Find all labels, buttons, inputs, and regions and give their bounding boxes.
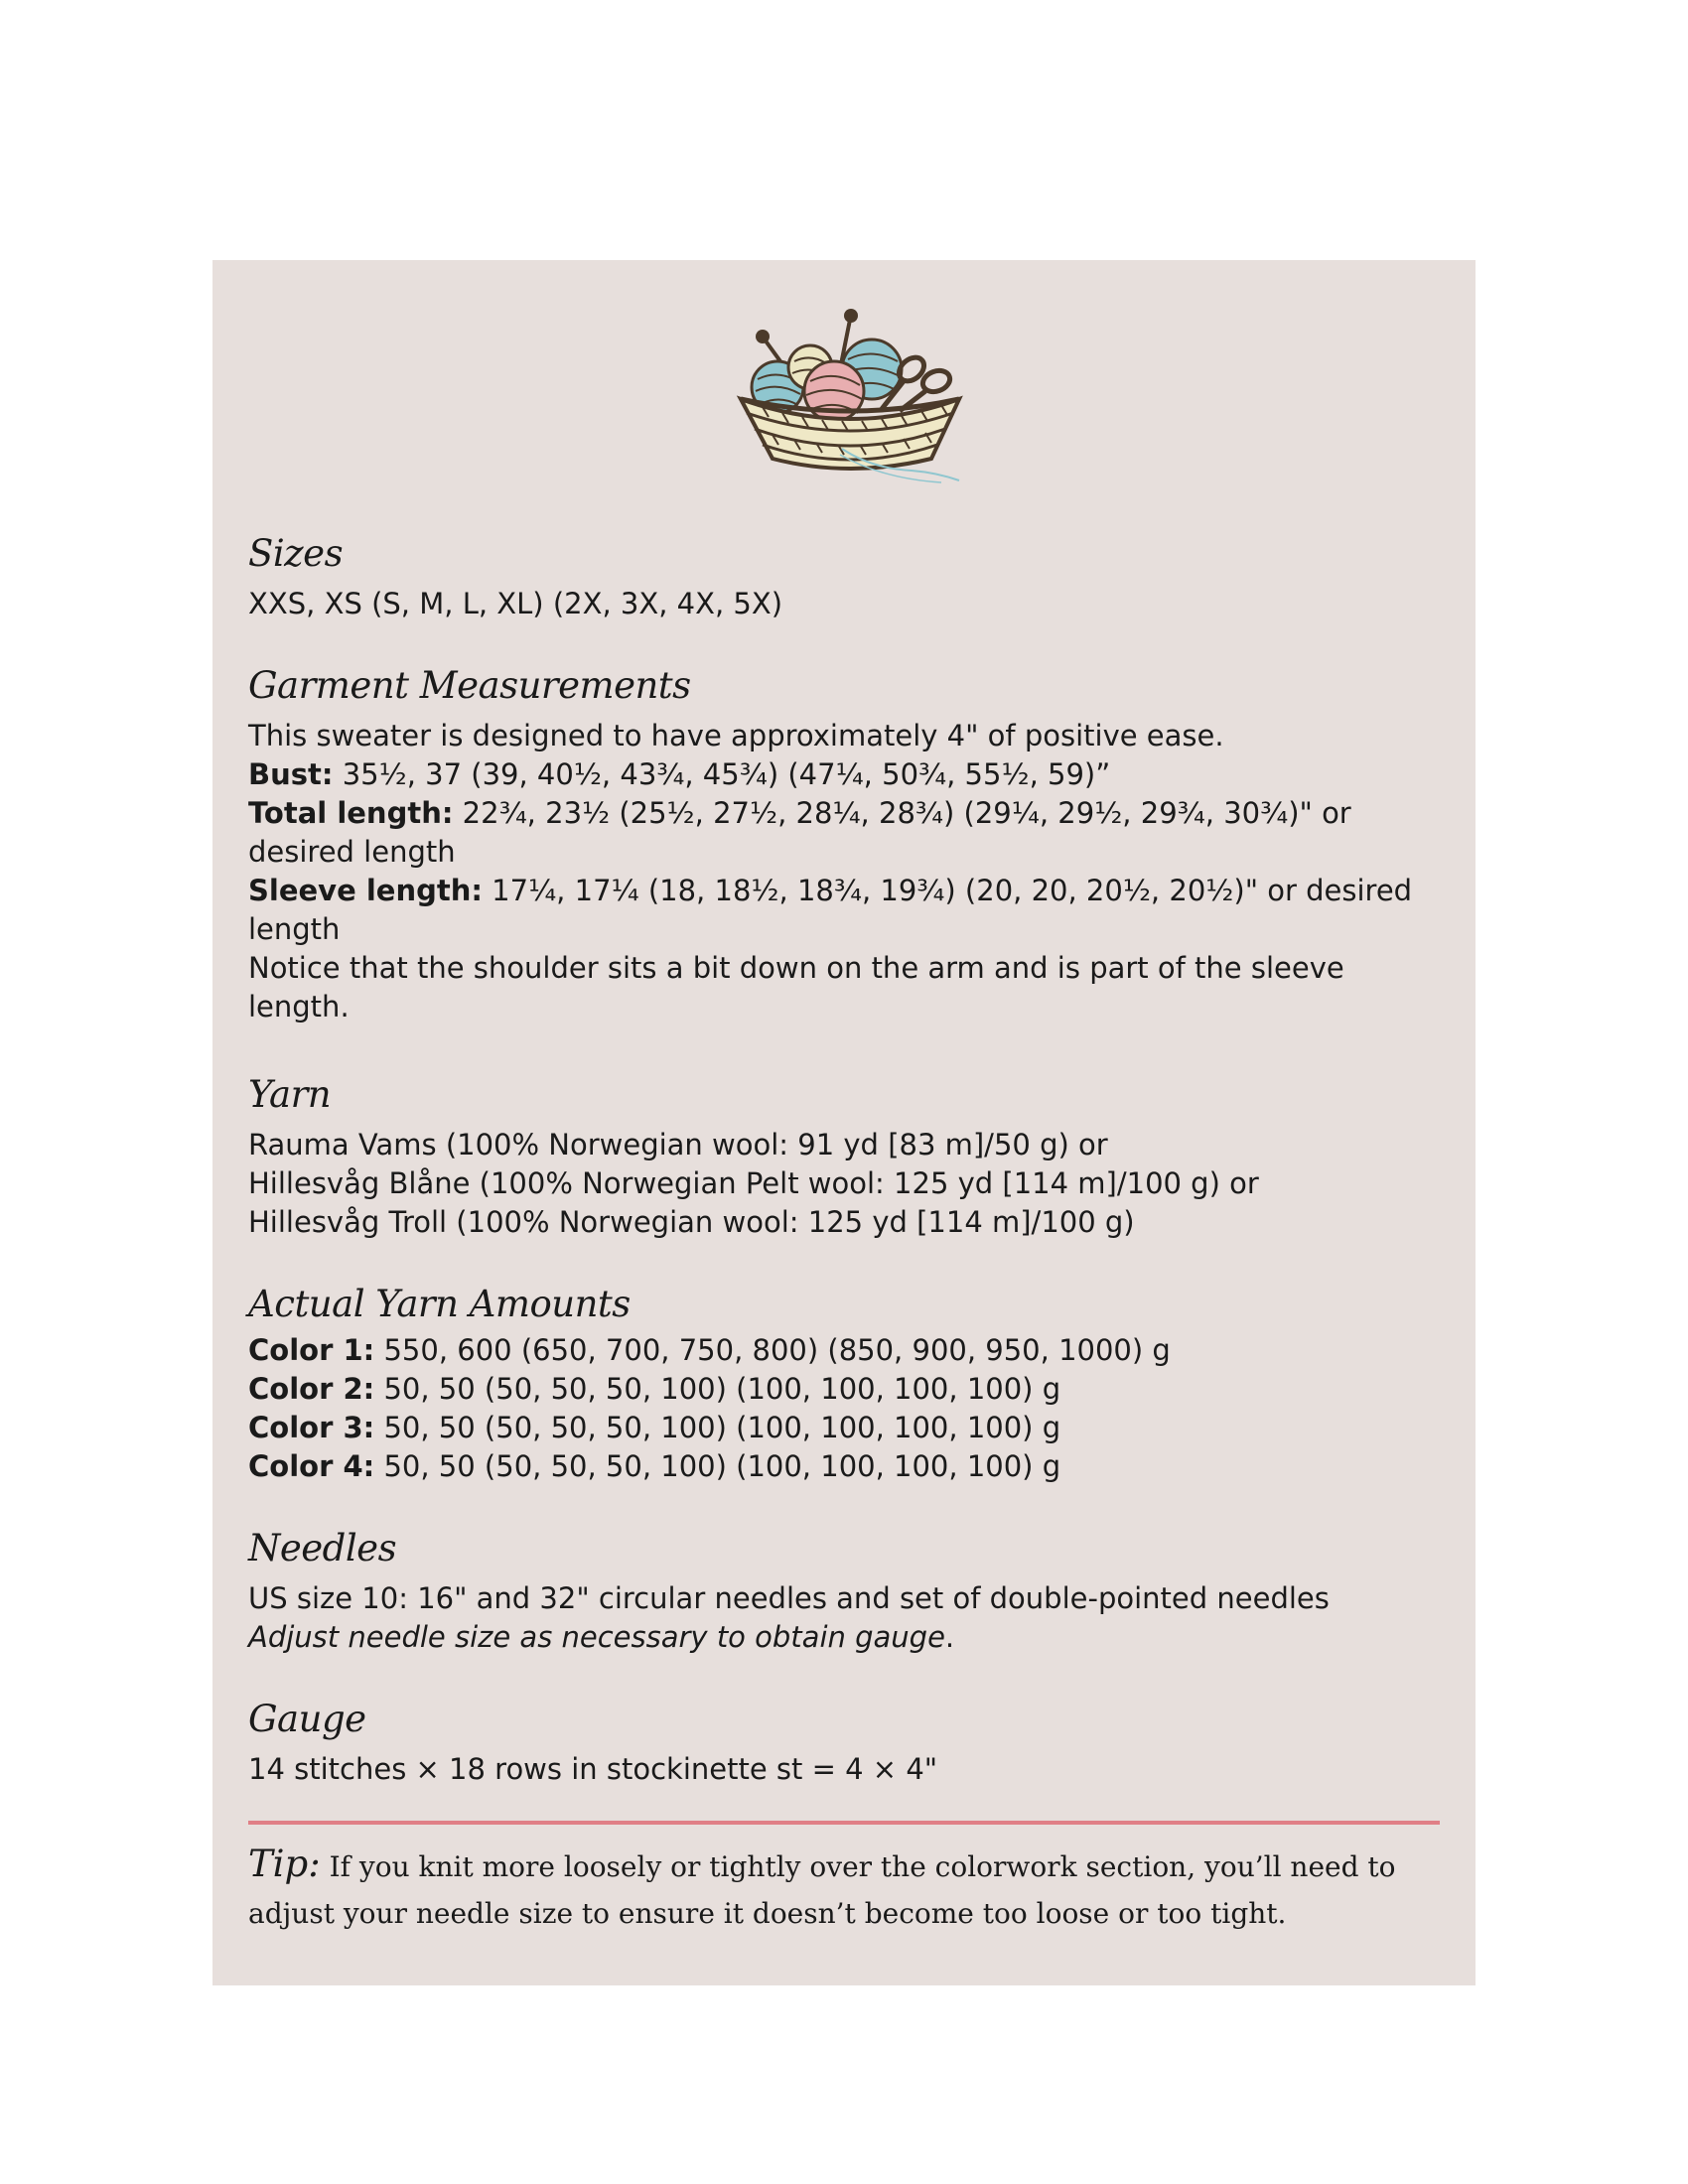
- pattern-info-panel: [212, 260, 1476, 1985]
- bust-value: 35½, 37 (39, 40½, 43¾, 45¾) (47¼, 50¾, 55½, 59)”: [333, 757, 1111, 791]
- color-amount: 50, 50 (50, 50, 50, 100) (100, 100, 100, 100) g: [374, 1449, 1061, 1483]
- total-length-measurement: [248, 794, 1440, 872]
- tip-text: If you knit more loosely or tightly over the colorwork section, you’ll need to adjust your needle size to ensure it doesn’t become too loose or too tight.: [248, 1850, 1396, 1930]
- color-label: Color 3:: [248, 1411, 375, 1444]
- color-amount-row: [248, 1370, 1440, 1409]
- yarn-basket-icon: [723, 300, 977, 488]
- pattern-details: [248, 531, 1440, 1937]
- color-label: Color 1:: [248, 1333, 375, 1367]
- shoulder-note: Notice that the shoulder sits a bit down on the arm and is part of the sleeve length.: [248, 951, 1344, 1024]
- needles-heading: Needles: [248, 1527, 397, 1570]
- garment-measurements-section: [248, 663, 1440, 1026]
- gauge-text: 14 stitches × 18 rows in stockinette st = 4 × 4": [248, 1752, 938, 1786]
- bust-measurement: [248, 755, 1440, 794]
- bust-label: Bust:: [248, 757, 334, 791]
- needles-note: Adjust needle size as necessary to obtain gauge.: [248, 1620, 955, 1654]
- color-amount-row: [248, 1331, 1440, 1370]
- sizes-section: [248, 531, 1440, 623]
- gauge-section: [248, 1697, 1440, 1789]
- tip-label: Tip:: [248, 1843, 321, 1885]
- sleeve-length-label: Sleeve length:: [248, 874, 483, 907]
- sizes-heading: Sizes: [248, 532, 344, 575]
- color-amount: 550, 600 (650, 700, 750, 800) (850, 900, 950, 1000) g: [374, 1333, 1171, 1367]
- yarn-amounts-heading: Actual Yarn Amounts: [248, 1283, 631, 1325]
- tip-divider: [248, 1821, 1440, 1825]
- color-amount: 50, 50 (50, 50, 50, 100) (100, 100, 100, 100) g: [374, 1411, 1061, 1444]
- color-amount-row: [248, 1409, 1440, 1447]
- garment-measurements-heading: Garment Measurements: [248, 664, 691, 707]
- tip-callout: [248, 1841, 1440, 1937]
- gauge-adjust-note: Adjust needle size as necessary to obtain gauge: [248, 1620, 945, 1654]
- sizes-text: XXS, XS (S, M, L, XL) (2X, 3X, 4X, 5X): [248, 587, 783, 620]
- color-amount: 50, 50 (50, 50, 50, 100) (100, 100, 100, 100) g: [374, 1372, 1061, 1406]
- total-length-label: Total length:: [248, 796, 454, 830]
- gauge-heading: Gauge: [248, 1698, 366, 1740]
- color-label: Color 4:: [248, 1449, 375, 1483]
- sleeve-length-measurement: [248, 872, 1440, 949]
- needles-section: [248, 1526, 1440, 1657]
- color-label: Color 2:: [248, 1372, 375, 1406]
- sleeve-length-value: 17¼, 17¼ (18, 18½, 18¾, 19¾) (20, 20, 20½, 20½)" or desired length: [248, 874, 1413, 946]
- yarn-heading: Yarn: [248, 1073, 332, 1116]
- ease-intro: This sweater is designed to have approximately 4" of positive ease.: [248, 719, 1224, 752]
- yarn-section: [248, 1072, 1440, 1242]
- needles-text: US size 10: 16" and 32" circular needles and set of double-pointed needles: [248, 1581, 1330, 1615]
- yarn-option: Hillesvåg Troll (100% Norwegian wool: 125 yd [114 m]/100 g): [248, 1205, 1135, 1239]
- color-amount-row: [248, 1447, 1440, 1486]
- total-length-value: 22¾, 23½ (25½, 27½, 28¼, 28¾) (29¼, 29½, 29¾, 30¾)" or desired length: [248, 796, 1351, 869]
- yarn-option: Hillesvåg Blåne (100% Norwegian Pelt wool: 125 yd [114 m]/100 g) or: [248, 1166, 1259, 1200]
- yarn-option: Rauma Vams (100% Norwegian wool: 91 yd [83 m]/50 g) or: [248, 1128, 1108, 1161]
- yarn-amounts-section: [248, 1282, 1440, 1486]
